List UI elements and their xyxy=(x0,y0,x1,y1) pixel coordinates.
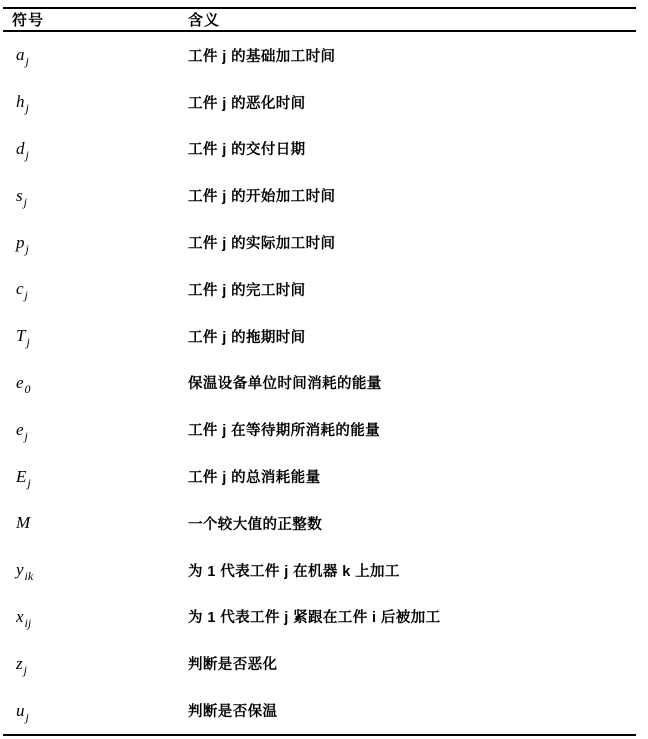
meaning-cell: 工件 j 的恶化时间 xyxy=(188,95,306,112)
meaning-cell: 工件 j 的开始加工时间 xyxy=(188,189,336,206)
symbol-base: s xyxy=(16,185,23,205)
meaning-cell: 判断是否保温 xyxy=(188,704,278,721)
symbol-base: e xyxy=(16,419,24,439)
symbol-subscript: j xyxy=(25,54,29,69)
symbol-base: E xyxy=(16,466,27,486)
symbol-subscript: j xyxy=(25,147,29,162)
symbol-cell xyxy=(3,126,176,173)
meaning-cell: 工件 j 的总消耗能量 xyxy=(188,470,321,487)
meaning-cell: 工件 j 的交付日期 xyxy=(188,142,306,159)
table-row xyxy=(3,687,636,735)
symbol-base: a xyxy=(16,45,25,65)
table-row xyxy=(3,219,636,266)
symbol-subscript: j xyxy=(27,475,31,490)
symbol-subscript: j xyxy=(23,194,27,209)
table-row xyxy=(3,360,636,407)
symbol-cell xyxy=(3,453,176,500)
symbol-cell xyxy=(3,219,176,266)
symbol-cell xyxy=(3,79,176,126)
symbol-base: p xyxy=(16,232,25,252)
symbol-subscript: j xyxy=(25,241,29,256)
symbol-base: u xyxy=(16,700,25,720)
symbol-cell xyxy=(3,31,176,79)
table-row xyxy=(3,640,636,687)
header-symbol: 符号 xyxy=(12,12,45,29)
symbol-base: T xyxy=(16,326,26,346)
symbol-cell xyxy=(3,313,176,360)
meaning-cell: 为 1 代表工件 j 紧跟在工件 i 后被加工 xyxy=(188,610,441,627)
symbol-base: d xyxy=(16,138,25,158)
symbol-base: M xyxy=(16,513,31,533)
symbol-base: y xyxy=(16,560,24,580)
symbol-cell xyxy=(3,594,176,641)
symbol-base: c xyxy=(16,279,24,299)
symbol-cell xyxy=(3,640,176,687)
symbol-subscript: j xyxy=(24,428,28,443)
symbol-cell xyxy=(3,687,176,735)
symbol-cell xyxy=(3,360,176,407)
symbol-base: e xyxy=(16,372,24,392)
table-row xyxy=(3,547,636,594)
meaning-cell: 工件 j 的基础加工时间 xyxy=(188,48,336,65)
table-body xyxy=(3,31,636,735)
table-row xyxy=(3,31,636,79)
table-row xyxy=(3,126,636,173)
table-row xyxy=(3,172,636,219)
symbol-subscript: j xyxy=(25,101,29,116)
symbol-subscript: j xyxy=(24,288,28,303)
meaning-cell: 工件 j 的完工时间 xyxy=(188,282,306,299)
table-row xyxy=(3,266,636,313)
symbol-cell xyxy=(3,266,176,313)
meaning-cell: 一个较大值的正整数 xyxy=(188,516,323,533)
meaning-cell: 工件 j 的拖期时间 xyxy=(188,329,306,346)
symbol-cell xyxy=(3,172,176,219)
symbol-subscript: j xyxy=(23,662,27,677)
meaning-cell: 工件 j 在等待期所消耗的能量 xyxy=(188,423,381,440)
table-row xyxy=(3,406,636,453)
symbol-cell xyxy=(3,547,176,594)
symbol-base: z xyxy=(16,653,23,673)
symbol-subscript: 0 xyxy=(24,381,31,396)
meaning-cell: 工件 j 的实际加工时间 xyxy=(188,236,336,253)
symbol-subscript: ij xyxy=(24,615,32,630)
symbol-cell xyxy=(3,406,176,453)
symbol-subscript: j xyxy=(25,709,29,724)
table-header-row xyxy=(3,8,636,31)
table-row xyxy=(3,79,636,126)
symbol-base: x xyxy=(16,606,24,626)
table-row xyxy=(3,313,636,360)
symbol-base: h xyxy=(16,92,25,112)
notation-table xyxy=(3,7,636,736)
symbol-cell xyxy=(3,500,176,547)
table-row xyxy=(3,453,636,500)
symbol-subscript: ik xyxy=(24,569,34,584)
meaning-cell: 为 1 代表工件 j 在机器 k 上加工 xyxy=(188,563,400,580)
table-row xyxy=(3,500,636,547)
table-row xyxy=(3,594,636,641)
meaning-cell: 保温设备单位时间消耗的能量 xyxy=(188,376,382,393)
meaning-cell: 判断是否恶化 xyxy=(188,657,278,674)
header-meaning: 含义 xyxy=(188,12,221,29)
symbol-subscript: j xyxy=(26,335,30,350)
